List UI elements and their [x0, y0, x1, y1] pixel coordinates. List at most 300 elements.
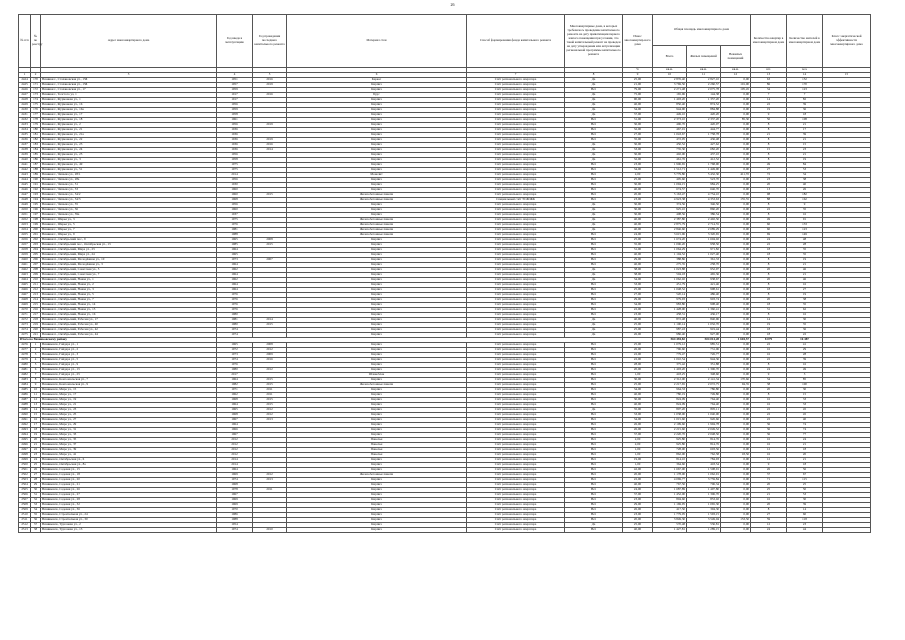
- table-cell: 45: [787, 407, 823, 412]
- table-cell: 178: [31, 117, 41, 122]
- table-cell: 0,00: [721, 292, 751, 297]
- table-cell: 63: [751, 77, 787, 82]
- table-cell: 29,00: [623, 502, 653, 507]
- table-cell: 25,00: [623, 177, 653, 182]
- table-cell: 1 289,15: [687, 527, 721, 532]
- table-cell: Железобетонные панели: [287, 217, 467, 222]
- table-cell: 18: [751, 302, 787, 307]
- table-cell: Нет: [565, 507, 623, 512]
- table-cell: 0,00: [721, 427, 751, 432]
- table-cell: 0,00: [721, 412, 751, 417]
- table-cell: 674,57: [653, 187, 687, 192]
- table-cell: Кирпич: [287, 402, 467, 407]
- table-cell: 2470: [19, 307, 31, 312]
- table-cell: 34: [787, 172, 823, 177]
- table-cell: Кирпич: [287, 307, 467, 312]
- table-cell: Кирпич: [287, 292, 467, 297]
- table-cell: 2445: [19, 182, 31, 187]
- table-cell: 2439: [19, 152, 31, 157]
- table-cell: 646,70: [687, 187, 721, 192]
- table-cell: 74: [787, 422, 823, 427]
- table-cell: 1976: [217, 292, 253, 297]
- total-people: 16 487: [787, 337, 823, 342]
- table-cell: Вязники г., Шарья ул., 5: [41, 222, 217, 227]
- table-cell: 0,00: [721, 182, 751, 187]
- table-cell: 2013: [253, 477, 287, 482]
- table-cell: 2462: [19, 267, 31, 272]
- table-cell: Нет: [565, 527, 623, 532]
- table-cell: 207: [31, 262, 41, 267]
- table-cell: Вязниковск, Мира ул., 17: [41, 392, 217, 397]
- table-cell: 2453: [19, 222, 31, 227]
- table-cell: 0,00: [721, 242, 751, 247]
- table-cell: 2015: [253, 377, 287, 382]
- table-cell: 21: [787, 137, 823, 142]
- table-cell: 2489: [19, 407, 31, 412]
- table-cell: Нет: [565, 282, 623, 287]
- table-cell: Вязники г., Фурманова ул., 16а: [41, 107, 217, 112]
- table-cell: Вязники г., Чапаева ул., 34/2: [41, 192, 217, 197]
- table-cell: 0,00: [721, 217, 751, 222]
- table-cell: Кирпич: [287, 142, 467, 147]
- table-cell: Нет: [565, 87, 623, 92]
- table-cell: 824,09: [653, 397, 687, 402]
- table-cell: Вязники п., Октябрьский, Новая ул., 3: [41, 287, 217, 292]
- table-cell: 40,00: [623, 527, 653, 532]
- table-cell: 2016: [253, 357, 287, 362]
- table-cell: 3 615,96: [653, 232, 687, 237]
- table-cell: 2463: [19, 272, 31, 277]
- table-cell: 2425: [19, 82, 31, 87]
- table-cell: 86: [751, 82, 787, 87]
- table-cell: 1 023,88: [653, 267, 687, 272]
- table-cell: 34,00: [623, 302, 653, 307]
- table-cell: Счёт регионального оператора: [467, 237, 565, 242]
- table-cell: 34,00: [623, 387, 653, 392]
- table-cell: 36: [787, 107, 823, 112]
- table-cell: 0,00: [721, 482, 751, 487]
- table-cell: 1 104,52: [653, 252, 687, 257]
- table-cell: 35: [31, 512, 41, 517]
- table-cell: Вязники п., Октябрьский, Рабочая ул., 40: [41, 322, 217, 327]
- table-cell: Кирпич: [287, 317, 467, 322]
- table-cell: 405,60: [653, 177, 687, 182]
- table-cell: 33,00: [623, 147, 653, 152]
- table-cell: 2014: [253, 317, 287, 322]
- table-cell: Счёт регионального оператора: [467, 382, 565, 387]
- table-cell: 1964: [217, 262, 253, 267]
- table-cell: 3 759,84: [687, 477, 721, 482]
- table-cell: 1976: [217, 302, 253, 307]
- table-cell: 0,00: [721, 107, 751, 112]
- table-cell: 46: [787, 277, 823, 282]
- table-cell: 18: [787, 462, 823, 467]
- table-cell: 1 032,70: [687, 322, 721, 327]
- table-cell: 210: [31, 277, 41, 282]
- table-cell: Кирпич: [287, 432, 467, 437]
- table-cell: 213: [31, 292, 41, 297]
- table-cell: 0,00: [721, 157, 751, 162]
- table-cell: 1 360,41: [687, 307, 721, 312]
- table-cell: Вязники п., Октябрьский, Новая ул., 2: [41, 282, 217, 287]
- table-cell: Счёт регионального оператора: [467, 262, 565, 267]
- table-cell: Вязники п., Октябрьский, Новая ул., 1: [41, 277, 217, 282]
- table-cell: 7: [31, 372, 41, 377]
- table-cell: 1 306,70: [687, 492, 721, 497]
- table-cell: Нет: [565, 452, 623, 457]
- table-cell: 394,30: [687, 507, 721, 512]
- table-cell: Да: [565, 322, 623, 327]
- table-cell: 25: [751, 487, 787, 492]
- table-cell: 0,00: [721, 402, 751, 407]
- table-cell: Счёт регионального оператора: [467, 517, 565, 522]
- table-cell: Вязниковск, Мира ул., 15: [41, 387, 217, 392]
- table-cell: Кирпич: [287, 492, 467, 497]
- table-cell: 1964: [217, 282, 253, 287]
- table-cell: Вязники п., Октябрьский, Советская ул., 7: [41, 272, 217, 277]
- table-cell: Счёт регионального оператора: [467, 392, 565, 397]
- table-cell: Вязниковск, Мира ул., 37: [41, 442, 217, 447]
- table-cell: 2430: [19, 107, 31, 112]
- table-cell: 925,80: [653, 442, 687, 447]
- table-cell: Вязниковск, Садовая ул., 28: [41, 497, 217, 502]
- col-apts-header: Количество квартир в многоквартирном доме: [751, 15, 787, 68]
- table-cell: 8: [751, 392, 787, 397]
- table-cell: 1936: [217, 137, 253, 142]
- table-cell: 53: [787, 167, 823, 172]
- table-cell: 814,76: [687, 442, 721, 447]
- table-cell: 21: [787, 272, 823, 277]
- column-number: 5: [253, 72, 287, 77]
- total-nonres: 1 604,57: [721, 337, 751, 342]
- table-cell: 2497: [19, 447, 31, 452]
- table-cell: 1964: [217, 377, 253, 382]
- table-cell: Нет: [565, 262, 623, 267]
- table-cell: 2488: [19, 402, 31, 407]
- table-cell: Да: [565, 522, 623, 527]
- table-cell: 1 094,15: [653, 182, 687, 187]
- table-cell: Да: [565, 407, 623, 412]
- table-cell: 0,00: [721, 207, 751, 212]
- table-cell: 603,56: [687, 447, 721, 452]
- table-cell: 25,00: [623, 522, 653, 527]
- table-cell: Вязниковск, Садовая ул., 26: [41, 487, 217, 492]
- table-cell: Кирпич: [287, 347, 467, 352]
- table-cell: 32,00: [623, 127, 653, 132]
- table-cell: Счёт регионального оператора: [467, 307, 565, 312]
- table-cell: 40: [787, 182, 823, 187]
- table-cell: Вязниковск, Мира ул., 31: [41, 427, 217, 432]
- table-cell: 186: [31, 157, 41, 162]
- table-cell: Кирпич: [287, 137, 467, 142]
- table-cell: Счёт регионального оператора: [467, 347, 565, 352]
- table-cell: 18: [751, 332, 787, 337]
- table-cell: 1965: [217, 252, 253, 257]
- table-cell: 504,18: [653, 272, 687, 277]
- table-cell: Счёт регионального оператора: [467, 292, 565, 297]
- table-cell: 170: [787, 82, 823, 87]
- table-cell: Вязники п., Октябрьский, Новая ул., 7: [41, 297, 217, 302]
- table-cell: Счёт регионального оператора: [467, 397, 565, 402]
- table-cell: 0,00: [721, 417, 751, 422]
- table-cell: Счёт регионального оператора: [467, 207, 565, 212]
- table-cell: 0,00: [721, 467, 751, 472]
- table-cell: 1962: [217, 277, 253, 282]
- table-cell: Счёт регионального оператора: [467, 177, 565, 182]
- table-cell: Счёт регионального оператора: [467, 152, 565, 157]
- table-cell: Нет: [565, 462, 623, 467]
- table-cell: 25,00: [623, 322, 653, 327]
- table-cell: Нет: [565, 357, 623, 362]
- table-cell: Да: [565, 112, 623, 117]
- table-cell: Кирпич: [287, 162, 467, 167]
- table-cell: 1974: [217, 527, 253, 532]
- table-cell: 27: [751, 167, 787, 172]
- table-cell: 16: [751, 452, 787, 457]
- table-cell: 0,00: [721, 152, 751, 157]
- table-cell: 12: [31, 397, 41, 402]
- col-residents-header: Количество жителей в многоквартирном доме: [787, 15, 823, 68]
- table-cell: 458,31: [653, 312, 687, 317]
- table-cell: 40,00: [623, 102, 653, 107]
- table-cell: 30: [787, 497, 823, 502]
- table-cell: Счёт регионального оператора: [467, 287, 565, 292]
- unit-pcs: шт.: [751, 68, 787, 73]
- table-cell: Вязниковск, Мира ул., 25: [41, 412, 217, 417]
- table-cell: 0,00: [721, 527, 751, 532]
- table-cell: Счёт регионального оператора: [467, 167, 565, 172]
- table-cell: 411,70: [721, 172, 751, 177]
- table-cell: 2: [31, 347, 41, 352]
- table-cell: Да: [565, 157, 623, 162]
- table-cell: 1 027,40: [687, 252, 721, 257]
- unit-m2: кв.м.: [687, 68, 721, 73]
- table-cell: 919,44: [687, 327, 721, 332]
- table-cell: 1967: [217, 432, 253, 437]
- table-cell: 27: [787, 287, 823, 292]
- table-cell: Вязники г., Стахановская ул., 15Б: [41, 77, 217, 82]
- table-cell: Да: [565, 222, 623, 227]
- table-cell: Счёт регионального оператора: [467, 97, 565, 102]
- table-cell: 22: [751, 242, 787, 247]
- table-cell: Вязниковск, Садовая ул., 32: [41, 502, 217, 507]
- table-cell: 3 769,50: [653, 82, 687, 87]
- table-cell: Да: [565, 102, 623, 107]
- table-cell: Счёт регионального оператора: [467, 457, 565, 462]
- table-cell: 2015: [253, 397, 287, 402]
- table-cell: 123: [787, 227, 823, 232]
- table-cell: 1956: [217, 102, 253, 107]
- table-cell: Нет: [565, 512, 623, 517]
- table-cell: 862,00: [653, 452, 687, 457]
- table-cell: Кирпич: [287, 407, 467, 412]
- table-cell: Счёт регионального оператора: [467, 497, 565, 502]
- table-cell: Нет: [565, 172, 623, 177]
- table-cell: 216: [31, 307, 41, 312]
- table-cell: 731,06: [687, 347, 721, 352]
- table-cell: Да: [565, 317, 623, 322]
- table-cell: Нет: [565, 432, 623, 437]
- table-cell: Счёт регионального оператора: [467, 462, 565, 467]
- table-cell: 2 220,70: [653, 432, 687, 437]
- table-cell: 2440: [19, 157, 31, 162]
- table-cell: 101,00: [721, 82, 751, 87]
- table-cell: 2 260,57: [687, 82, 721, 87]
- table-cell: 3: [787, 372, 823, 377]
- table-cell: 2509: [19, 507, 31, 512]
- table-cell: Нет: [565, 482, 623, 487]
- table-cell: 18: [31, 427, 41, 432]
- table-cell: 1973: [217, 352, 253, 357]
- table-cell: 8: [751, 152, 787, 157]
- table-cell: 26: [787, 187, 823, 192]
- table-cell: Вязниковск, Строительная ул., 30: [41, 517, 217, 522]
- table-cell: 14: [751, 97, 787, 102]
- table-cell: 1958: [217, 157, 253, 162]
- table-cell: 361,33: [687, 257, 721, 262]
- table-cell: 1964: [217, 287, 253, 292]
- column-number: 2: [31, 72, 41, 77]
- table-cell: 40,00: [623, 187, 653, 192]
- table-cell: Нет: [565, 192, 623, 197]
- table-cell: Вязники г., Чапаева ул., 36: [41, 207, 217, 212]
- table-cell: Нет: [565, 347, 623, 352]
- table-cell: 8: [751, 272, 787, 277]
- table-cell: 23: [787, 522, 823, 527]
- table-cell: 461,76: [653, 157, 687, 162]
- table-cell: 2471: [19, 312, 31, 317]
- table-cell: 1981: [217, 317, 253, 322]
- table-cell: 204: [31, 247, 41, 252]
- table-cell: Кирпич: [287, 157, 467, 162]
- table-cell: 486,40: [687, 292, 721, 297]
- table-cell: Кирпич: [287, 82, 467, 87]
- table-cell: Нет: [565, 167, 623, 172]
- table-cell: 25: [787, 482, 823, 487]
- column-number: 3: [41, 72, 217, 77]
- table-cell: Счёт регионального оператора: [467, 297, 565, 302]
- table-cell: 18: [787, 447, 823, 452]
- table-cell: 18: [751, 247, 787, 252]
- table-cell: 221: [31, 332, 41, 337]
- housing-table: [18, 14, 871, 533]
- table-cell: Кирпич: [287, 362, 467, 367]
- table-cell: 2 373,10: [653, 117, 687, 122]
- table-cell: 0,00: [721, 247, 751, 252]
- table-cell: Нет: [565, 397, 623, 402]
- table-cell: 0,00: [721, 187, 751, 192]
- table-cell: 735,30: [653, 147, 687, 152]
- table-cell: 0,00: [721, 232, 751, 237]
- table-cell: 1,00: [623, 447, 653, 452]
- table-cell: Кирпич: [287, 277, 467, 282]
- table-cell: 185: [31, 152, 41, 157]
- table-cell: 0,00: [721, 367, 751, 372]
- table-cell: 2014: [217, 462, 253, 467]
- table-cell: 21: [787, 457, 823, 462]
- table-cell: 1974: [217, 327, 253, 332]
- table-cell: 1956: [217, 122, 253, 127]
- table-cell: 2427: [19, 92, 31, 97]
- table-cell: 22: [751, 207, 787, 212]
- table-cell: 22: [31, 447, 41, 452]
- table-cell: 30,00: [623, 122, 653, 127]
- table-cell: Кирпич: [287, 212, 467, 217]
- table-cell: 1982: [217, 382, 253, 387]
- table-cell: 2448: [19, 197, 31, 202]
- table-cell: Кирпич: [287, 257, 467, 262]
- table-cell: Счёт регионального оператора: [467, 82, 565, 87]
- table-cell: Да: [565, 272, 623, 277]
- table-cell: 749,80: [687, 392, 721, 397]
- table-cell: 1976: [217, 307, 253, 312]
- table-cell: 417,50: [653, 507, 687, 512]
- table-cell: 1968: [217, 482, 253, 487]
- table-cell: 2502: [19, 472, 31, 477]
- table-cell: 1 768,90: [687, 162, 721, 167]
- table-cell: 971,82: [687, 247, 721, 252]
- table-cell: Кирпич: [287, 272, 467, 277]
- table-cell: 33: [31, 502, 41, 507]
- table-cell: 30: [787, 317, 823, 322]
- table-cell: 2016: [253, 77, 287, 82]
- table-cell: 25,00: [623, 237, 653, 242]
- table-cell: Счёт регионального оператора: [467, 242, 565, 247]
- table-cell: 23,00: [623, 497, 653, 502]
- table-cell: 0,00: [721, 392, 751, 397]
- table-cell: Кирпич: [287, 202, 467, 207]
- table-cell: 14: [751, 317, 787, 322]
- table-cell: Кирпич: [287, 387, 467, 392]
- table-cell: 218: [31, 317, 41, 322]
- table-cell: Вязники п., Октябрьский, Молодёжная ул., 3: [41, 262, 217, 267]
- table-cell: 37,00: [623, 492, 653, 497]
- table-cell: Нет: [565, 377, 623, 382]
- table-cell: 202: [31, 237, 41, 242]
- table-cell: 2016: [253, 92, 287, 97]
- table-cell: 884,88: [687, 107, 721, 112]
- table-cell: 2016: [253, 142, 287, 147]
- table-cell: 2012: [253, 347, 287, 352]
- table-cell: 1 048,52: [653, 287, 687, 292]
- table-cell: 192: [31, 187, 41, 192]
- table-cell: 39: [787, 502, 823, 507]
- table-cell: Счёт регионального оператора: [467, 417, 565, 422]
- table-cell: 2434: [19, 127, 31, 132]
- table-cell: Вязниковск, Мира ул., 23: [41, 407, 217, 412]
- table-cell: Кирпич: [287, 287, 467, 292]
- table-cell: Нет: [565, 382, 623, 387]
- table-cell: 0,00: [721, 512, 751, 517]
- table-cell: Кирпич: [287, 392, 467, 397]
- table-cell: Нет: [565, 187, 623, 192]
- table-cell: 0,00: [721, 272, 751, 277]
- table-cell: 40,00: [623, 392, 653, 397]
- table-cell: 12: [751, 522, 787, 527]
- table-cell: 2477: [19, 347, 31, 352]
- table-cell: Нет: [565, 442, 623, 447]
- table-cell: 536,81: [687, 522, 721, 527]
- table-cell: 0,00: [721, 252, 751, 257]
- table-cell: 0,00: [721, 332, 751, 337]
- table-cell: Да: [565, 97, 623, 102]
- table-cell: Кирпич: [287, 247, 467, 252]
- table-cell: Вязниковск, Мира ул., 35: [41, 437, 217, 442]
- table-cell: Вязниковск, Мира ул., 29: [41, 422, 217, 427]
- table-cell: 726,77: [687, 352, 721, 357]
- table-cell: 38: [787, 297, 823, 302]
- table-cell: Специальный счёт ТСЖ/ЖК: [467, 197, 565, 202]
